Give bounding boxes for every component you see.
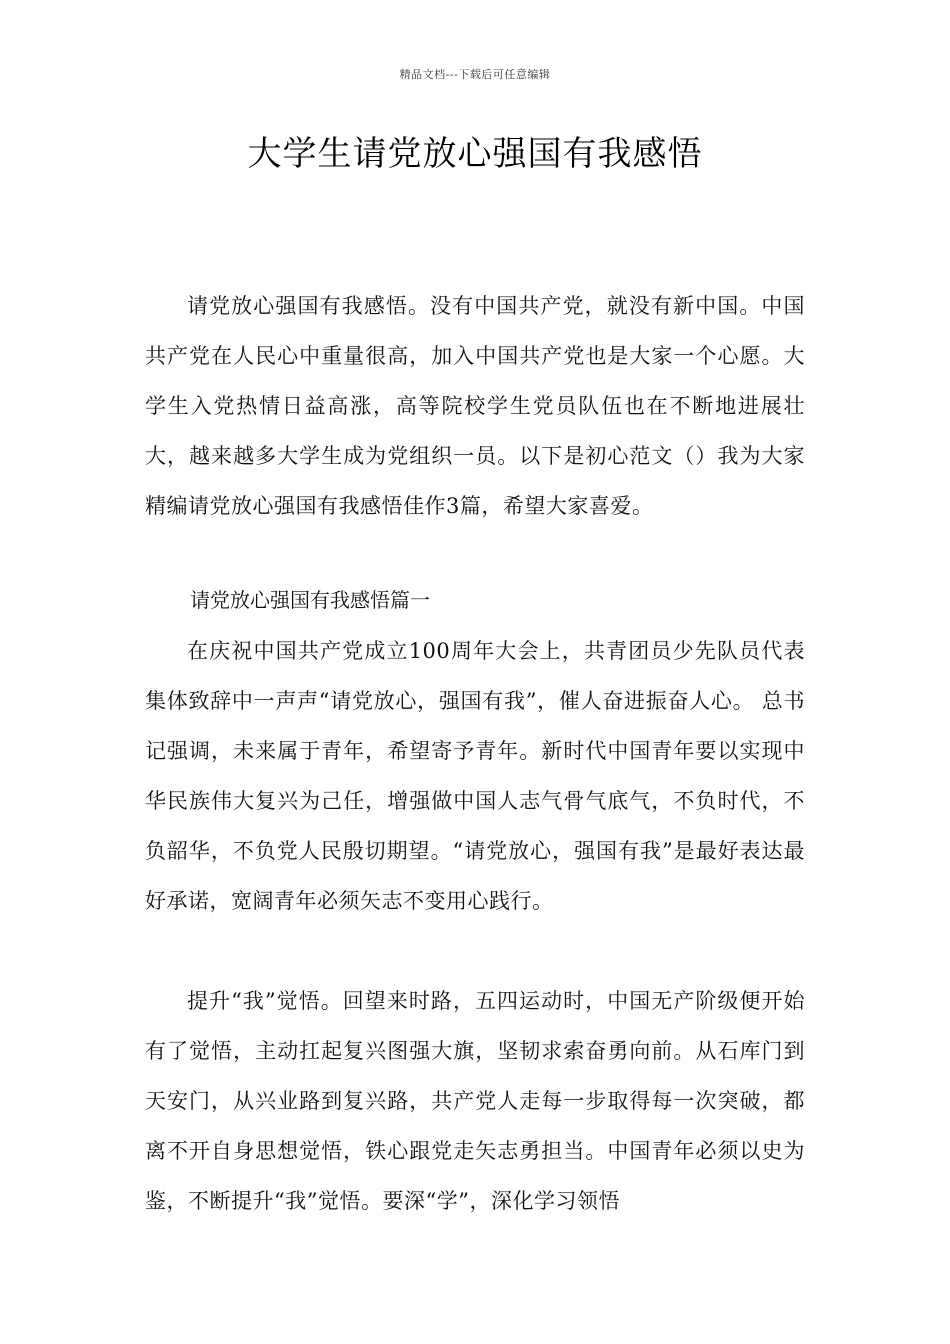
intro-paragraph: 请党放心强国有我感悟。没有中国共产党，就没有新中国。中国共产党在人民心中重量很高，加入中国共产党也是大家一个心愿。大学生入党热情日益高涨，高等院校学生党员队伍也在不断地进展壮大，越来越多大学生成为党组织一员。以下是初心范文（）我为大家精编请党放心强国有我感悟佳作3篇，希望大家喜爱。 (145, 294, 805, 518)
section-heading: 请党放心强国有我感悟篇一 (190, 588, 430, 612)
body-paragraph-one: 在庆祝中国共产党成立100周年大会上，共青团员少先队员代表集体致辞中一声声“请党放心，强国有我”，催人奋进振奋人心。 总书记强调，未来属于青年，希望寄予青年。新时代中国青年要以实现中华民族伟大复兴为己任，增强做中国人志气骨气底气，不负时代，不负韶华，不负党人民殷切期望。“请党放心，强国有我”是最好表达最好承诺，宽阔青年必须矢志不变用心践行。 (145, 639, 805, 913)
body-paragraph-two: 提升“我”觉悟。回望来时路，五四运动时，中国无产阶级便开始有了觉悟，主动扛起复兴图强大旗，坚韧求索奋勇向前。从石库门到天安门，从兴业路到复兴路，共产党人走每一步取得每一次突破，都离不开自身思想觉悟，铁心跟党走矢志勇担当。中国青年必须以史为鉴，不断提升“我”觉悟。要深“学”，深化学习领悟 (145, 989, 805, 1213)
document-title: 大学生请党放心强国有我感悟 (247, 134, 703, 174)
header-note: 精品文档---下载后可任意编辑 (399, 68, 551, 81)
